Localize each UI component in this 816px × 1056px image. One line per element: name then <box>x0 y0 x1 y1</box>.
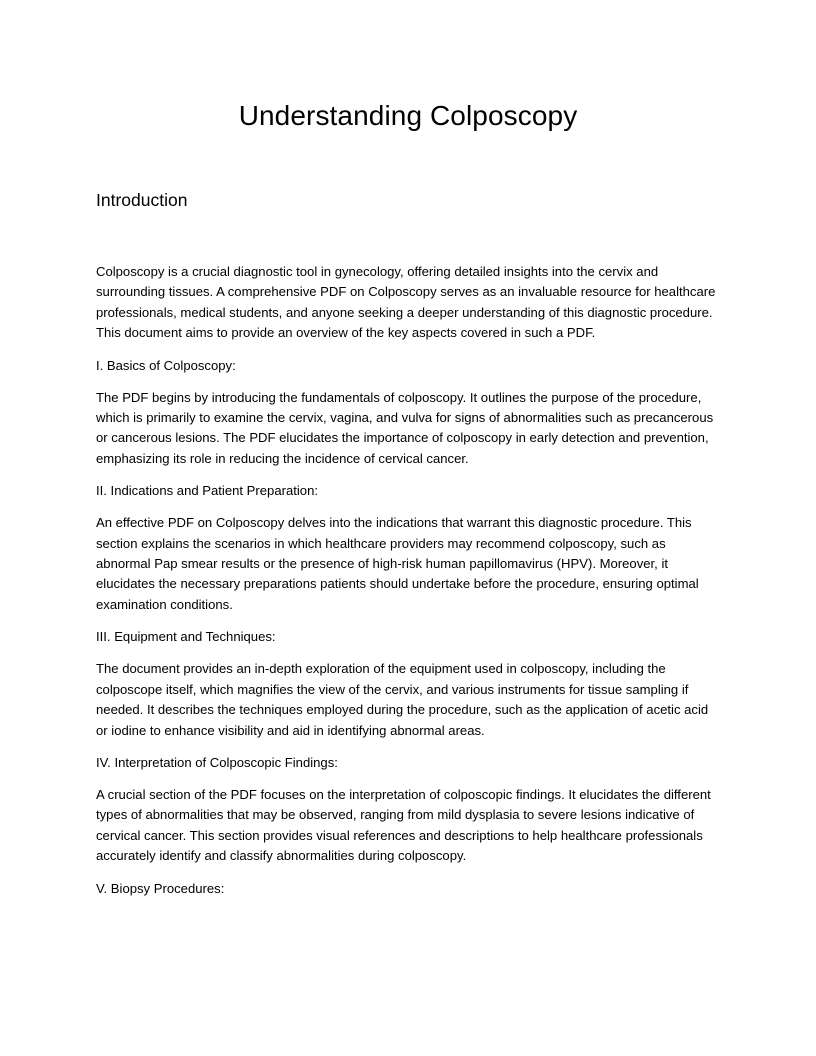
indications-paragraph: An effective PDF on Colposcopy delves into the indications that warrant this diagnostic procedure. This section explains the scenarios in which healthcare providers may recommend colposcopy, such as abnormal Pap smear results or the presence of high-risk human papillomavirus (HPV). Moreover, it elucidates the necessary preparations patients should undertake before the procedure, ensuring optimal examination conditions. <box>96 515 699 612</box>
section-heading-biopsy: V. Biopsy Procedures: <box>96 880 225 896</box>
intro-paragraph: Colposcopy is a crucial diagnostic tool in gynecology, offering detailed insights into the cervix and surrounding tissues. A comprehensive PDF on Colposcopy serves as an invaluable resource for healthcare professionals, medical students, and anyone seeking a deeper understanding of this diagnostic procedure. This document aims to provide an overview of the key aspects covered in such a PDF. <box>96 264 716 341</box>
page-title: Understanding Colposcopy <box>238 100 578 131</box>
section-heading-interpretation: IV. Interpretation of Colposcopic Findings: <box>96 754 338 770</box>
body-text <box>96 262 720 911</box>
basics-paragraph: The PDF begins by introducing the fundamentals of colposcopy. It outlines the purpose of the procedure, which is primarily to examine the cervix, vagina, and vulva for signs of abnormalities such as precancerous or cancerous lesions. The PDF elucidates the importance of colposcopy in early detection and prevention, emphasizing its role in reducing the incidence of cervical cancer. <box>96 389 714 466</box>
intro-heading: Introduction <box>96 190 188 210</box>
section-heading-equipment: III. Equipment and Techniques: <box>96 629 276 645</box>
page-content <box>96 96 720 896</box>
interpretation-paragraph: A crucial section of the PDF focuses on the interpretation of colposcopic findings. It elucidates the different types of abnormalities that may be observed, ranging from mild dysplasia to severe lesions indicative of cervical cancer. This section provides visual references and descriptions to help healthcare professionals accurately identify and classify abnormalities during colposcopy. <box>96 786 711 864</box>
section-heading-basics: I. Basics of Colposcopy: <box>96 357 236 373</box>
equipment-paragraph: The document provides an in-depth exploration of the equipment used in colposcopy, including the colposcope itself, which magnifies the view of the cervix, and various instruments for tissue sampling if needed. It describes the techniques employed during the procedure, such as the application of acetic acid or iodine to enhance visibility and aid in identifying abnormal areas. <box>96 661 709 738</box>
section-heading-indications: II. Indications and Patient Preparation: <box>96 483 319 499</box>
